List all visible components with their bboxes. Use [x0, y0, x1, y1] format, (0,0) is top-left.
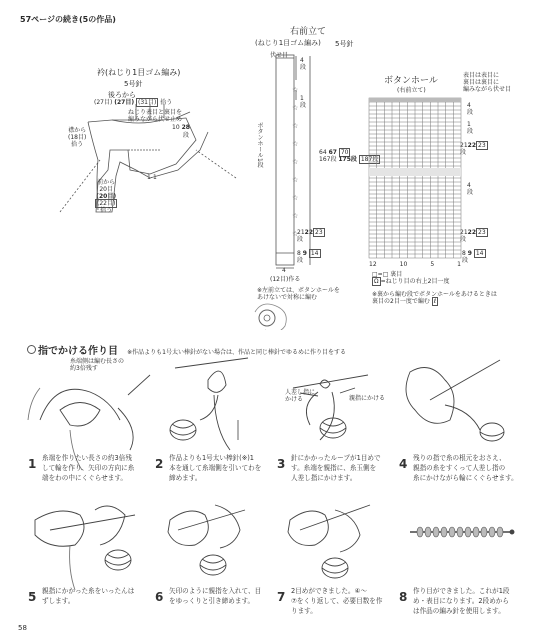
svg-text:☆: ☆: [292, 86, 299, 94]
chart-rows-mid: 2122 23 段: [460, 142, 486, 156]
placket-subtitle: (ねじり1目ゴム編み): [255, 39, 321, 47]
chart-title: ボタンホール: [384, 76, 438, 86]
placket-width-cm: 4: [282, 267, 286, 274]
chart-rows-top2: 1 段: [467, 121, 474, 135]
chart-rows-bottom2: 8 9 14 段: [462, 250, 484, 264]
step-2: 2 作品よりも1号太い棒針(※)1 本を通して糸端側を引いてわを 締めます。: [155, 454, 262, 483]
svg-text:☆: ☆: [292, 158, 299, 166]
chart-rows-bottom: 2122 23 段: [460, 229, 486, 243]
chart-rows-mid2: 4 段: [467, 182, 474, 196]
placket-right-rows: 1 段: [300, 95, 307, 109]
step-5: 5 親指にかかった糸をいったんは ずします。: [28, 587, 135, 606]
placket-length-rows: 64 67 70 167段 175段 187段: [319, 149, 379, 163]
step3-callout-b: 親指にかける: [349, 395, 386, 402]
collar-needle: 5号針: [124, 80, 143, 88]
placket-top-rows: 4 段: [300, 57, 307, 71]
section-bullet-icon: [27, 345, 36, 354]
collar-front-left-label: 襟から (18目) 拾う: [68, 127, 87, 148]
section-note: ※作品よりも1号太い棒針がない場合は、作品と同じ棒針でゆるめに作り目をする: [127, 349, 346, 356]
step-6: 6 矢印のように親指を入れて、目 をゆっくりと引き締めます。: [155, 587, 262, 606]
chart-right-top-note: 表目は表目に 裏目は裏目に 編みながら伏せ目: [463, 72, 512, 93]
step-3: 3 針にかかったループが1目めで す。糸端を親指に、糸玉側を 人差し指にかけます。: [277, 454, 381, 483]
chart-rows-top: 4 段: [467, 102, 474, 116]
step1-callout: 糸端側は編む長さの 約3倍残す: [70, 358, 125, 372]
svg-text:☆: ☆: [292, 176, 299, 184]
collar-title: 衿(ねじり1目ゴム編み): [97, 68, 181, 77]
step-1: 1 糸端を作りたい長さの約3倍残 して輪を作り、矢印の方向に糸 端をわの中にくぐらせます。: [28, 454, 135, 483]
chart-col-labels: 12 10 5 1: [369, 261, 461, 268]
chart-subtitle: (右前立て): [397, 87, 426, 94]
svg-text:☆: ☆: [292, 104, 299, 112]
collar-mid-label: 1-1: [147, 174, 157, 181]
placket-buttonhole-label: ボタンホール1段: [256, 122, 263, 168]
chart-legend: □=□ 裏目 Ω =ねじり目の右上2目一度: [372, 271, 450, 285]
collar-back-counts: (27目) (27目) (31目) 拾う: [94, 99, 173, 106]
collar-side-unit: 段: [183, 132, 190, 139]
section-title: 指でかける作り目: [38, 346, 118, 357]
placket-top-label: 伏せ目: [270, 52, 289, 59]
placket-bottom-rows-b: 8 9 14 段: [297, 250, 319, 264]
collar-back-label: 後ろから: [108, 91, 136, 99]
continued-header: 57ページの続き(5の作品): [20, 15, 116, 24]
collar-side-rows: 10 28: [172, 124, 190, 131]
placket-bottom-rows-a: 2122 23 段: [297, 229, 323, 243]
svg-text:☆: ☆: [292, 194, 299, 202]
placket-width-sts: (12目)作る: [270, 276, 301, 283]
chart-foot-note: ※裏から編む段でボタンホールをあけるときは 裏目の2目一度で編む ℓ: [372, 291, 497, 305]
svg-text:☆: ☆: [292, 122, 299, 130]
step-7: 7 2目めができました。④〜 ⑦をくり返して、必要目数を作 ります。: [277, 587, 383, 616]
svg-text:☆: ☆: [292, 230, 299, 238]
placket-needle: 5号針: [335, 40, 354, 48]
placket-title: 右前立て: [290, 27, 327, 37]
placket-note: ※左前立ては、ボタンホールを あけないで対称に編む: [257, 287, 340, 301]
section-header: [27, 339, 346, 358]
page-number: 58: [18, 624, 27, 632]
step-8: 8 作り目ができました。これが1段 め・表目になります。2段めから は作品の編み針を使用します。: [399, 587, 510, 616]
svg-text:☆: ☆: [292, 212, 299, 220]
collar-bindoff-note: ねじり表目と裏目を 編みながら伏せ止め: [128, 109, 183, 123]
collar-front-label: 前から 20目 (20目) (22目) 拾う: [96, 179, 117, 214]
step-4: 4 残りの指で糸の根元をおさえ、 親指の糸をすくって人差し指の 糸にかけながら輪にくぐらせます。: [399, 454, 518, 483]
svg-text:☆: ☆: [292, 140, 299, 148]
step3-callout: 人差し指に かける: [285, 389, 316, 403]
